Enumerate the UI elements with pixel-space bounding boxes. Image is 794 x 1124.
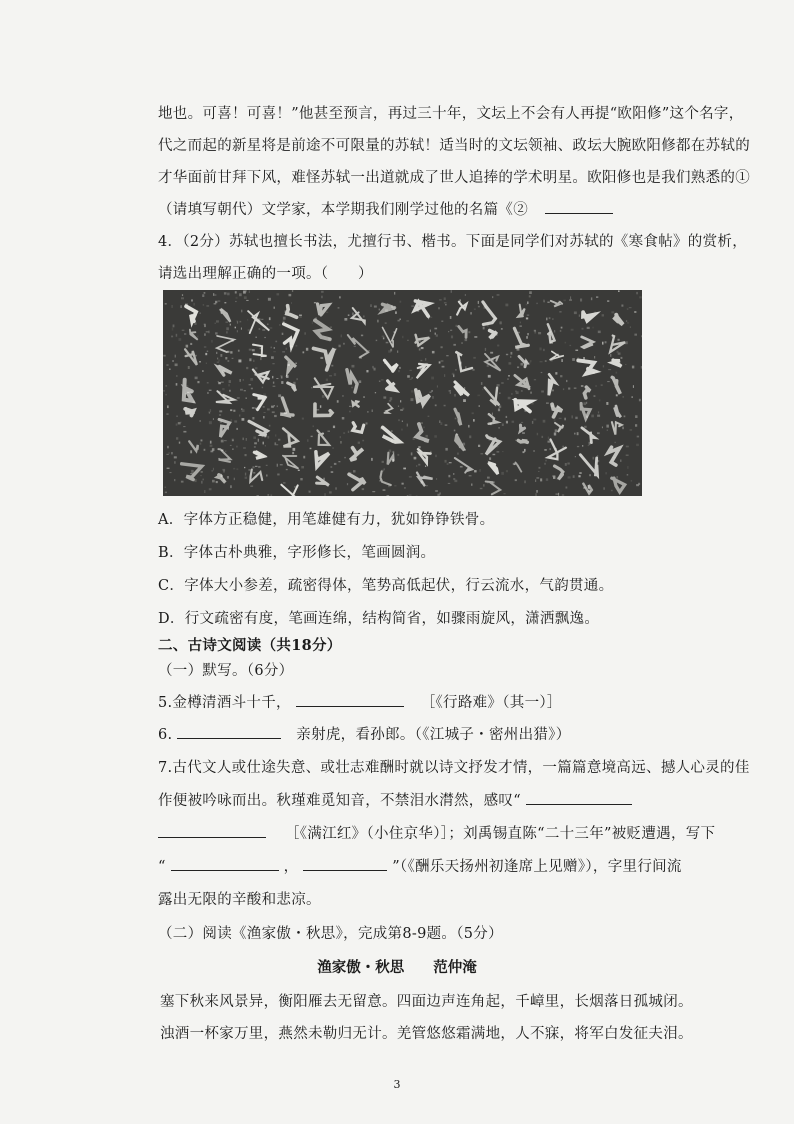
passage-line-2: 代之而起的新星将是前途不可限量的苏轼！适当时的文坛领袖、政坛大腕欧阳修都在苏轼的	[158, 138, 750, 154]
q7-line-4-text: ”（《酬乐天扬州初逢席上见赠》），字里行间流	[392, 859, 682, 875]
passage-line-4	[158, 198, 613, 219]
poem-line-2: 浊酒一杯家万里，燕然未勒归无计。羌管悠悠霜满地，人不寐，将军白发征夫泪。	[160, 1026, 693, 1042]
q7-answer-blank-2[interactable]	[158, 825, 266, 838]
q7-line-2-text: 作便被吟咏而出。秋瑾难觅知音，不禁泪水潸然，感叹“	[158, 793, 521, 809]
poem-line-1: 塞下秋来风景异，衡阳雁去无留意。四面边声连角起，千嶂里，长烟落日孤城闭。	[160, 994, 693, 1010]
section-2-sub-2: （二）阅读《渔家傲・秋思》，完成第8-9题。（5分）	[158, 926, 503, 942]
q4-option-c[interactable]: C．字体大小参差，疏密得体，笔势高低起伏，行云流水，气韵贯通。	[158, 578, 614, 594]
passage-line-4-text: （请填写朝代）文学家，本学期我们刚学过他的名篇《②	[158, 202, 528, 218]
q5-suffix: ［《行路难》（其一）］	[420, 695, 562, 711]
q4-option-d[interactable]: D．行文疏密有度，笔画连绵，结构简省，如骤雨旋风，潇洒飘逸。	[158, 611, 600, 627]
q7-answer-blank-3[interactable]	[171, 858, 279, 871]
q7-line-2	[158, 789, 632, 810]
q7-line-1: 7.古代文人或仕途失意、或壮志难酬时就以诗文抒发才情，一篇篇意境高远、撼人心灵的佳	[158, 760, 750, 776]
q7-line-3-text: ［《满江红》（小住京华）］；刘禹锡直陈“二十三年”被贬遭遇，写下	[284, 826, 716, 842]
q4-option-a[interactable]: A．字体方正稳健，用笔雄健有力，犹如铮铮铁骨。	[158, 512, 495, 528]
q7-comma: ，	[283, 859, 299, 875]
page-number: 3	[393, 1078, 401, 1091]
section-2-sub-1: （一）默写。（6分）	[158, 663, 294, 679]
calligraphy-image-hanshi-tie	[163, 290, 642, 496]
section-2-heading: 二、古诗文阅读（共18分）	[158, 637, 342, 654]
q7-open-quote: “	[158, 859, 166, 875]
q5-prefix: 5.金樽清酒斗十千，	[158, 695, 291, 711]
q4-stem-1: 4．（2分）苏轼也擅长书法，尤擅行书、楷书。下面是同学们对苏轼的《寒食帖》的赏析，	[158, 234, 747, 250]
q6-suffix: 亲射虎，看孙郎。（《江城子・密州出猎》）	[296, 727, 571, 743]
poem-title: 渔家傲・秋思 范仲淹	[317, 959, 477, 976]
q7-answer-blank-4[interactable]	[303, 858, 387, 871]
q6-answer-blank[interactable]	[177, 726, 281, 739]
passage-line-1: 地也。可喜！可喜！”他甚至预言，再过三十年，文坛上不会有人再提“欧阳修”这个名字，	[158, 106, 744, 122]
q5-answer-blank[interactable]	[296, 694, 404, 707]
q4-option-b[interactable]: B．字体古朴典雅，字形修长，笔画圆润。	[158, 545, 436, 561]
q7-answer-blank-1[interactable]	[526, 792, 632, 805]
q7-line-3	[158, 822, 715, 843]
passage-line-3: 才华面前甘拜下风，难怪苏轼一出道就成了世人追捧的学术明星。欧阳修也是我们熟悉的①	[158, 170, 750, 186]
q7-line-4	[158, 855, 682, 876]
q4-stem-2: 请选出理解正确的一项。（ ）	[158, 266, 373, 282]
q6-line	[158, 723, 571, 744]
q7-line-5: 露出无限的辛酸和悲凉。	[158, 892, 321, 908]
q5-line	[158, 691, 562, 712]
answer-blank-work-title[interactable]	[545, 201, 613, 214]
q6-prefix: 6.	[158, 727, 173, 743]
